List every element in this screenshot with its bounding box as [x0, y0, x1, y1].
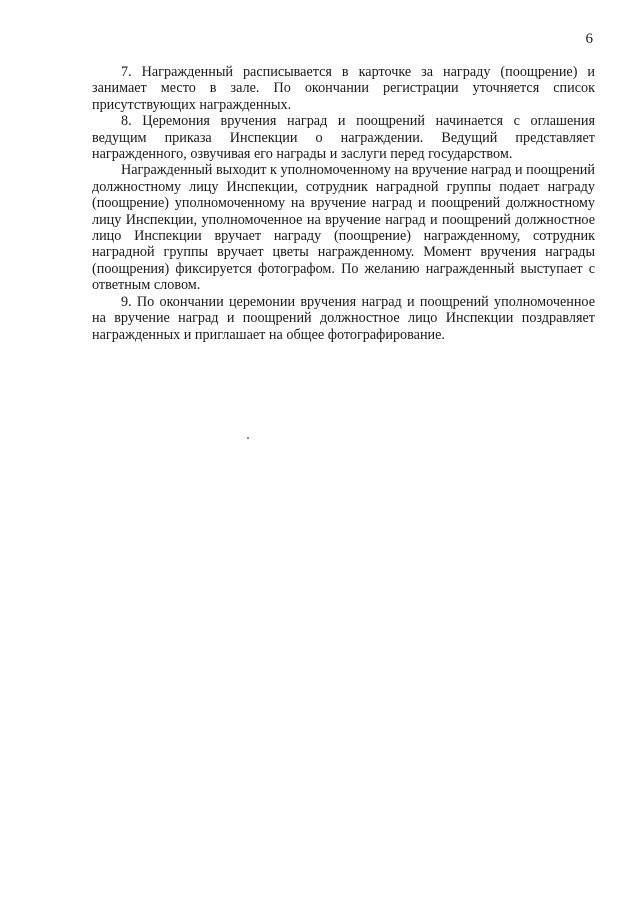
paragraph-item-8: 8. Церемония вручения наград и поощрений начинается с оглашения ведущим приказа Инспекции о награждении. Ведущий представляет награжденного, озвучивая его награды и заслуги перед государством. — [92, 113, 595, 163]
document-body — [92, 64, 595, 343]
paragraph-item-9: 9. По окончании церемонии вручения наград и поощрений уполномоченное на вручение наград и поощрений должностное лицо Инспекции поздравляет награжденных и приглашает на общее фотографирование. — [92, 293, 595, 343]
paragraph-item-7: 7. Награжденный расписывается в карточке за награду (поощрение) и занимает место в зале. По окончании регистрации уточняется список присутствующих награжденных. — [92, 64, 595, 113]
paragraph-award-procedure: Награжденный выходит к уполномоченному на вручение наград и поощрений должностному лицу Инспекции, сотрудник наградной группы подает награду (поощрение) уполномоченному на вручение наград и поощрений должностному лицу Инспекции, уполномоченное на вручение наград и поощрений должностное лицо Инспекции вручает награду (поощрение) награжденному, сотрудник наградной группы вручает цветы награжденному. Момент вручения награды (поощрения) фиксируется фотографом. По желанию награжденный выступает с ответным словом. — [92, 162, 595, 294]
page-number: 6 — [585, 31, 593, 47]
scan-speck — [247, 437, 249, 439]
